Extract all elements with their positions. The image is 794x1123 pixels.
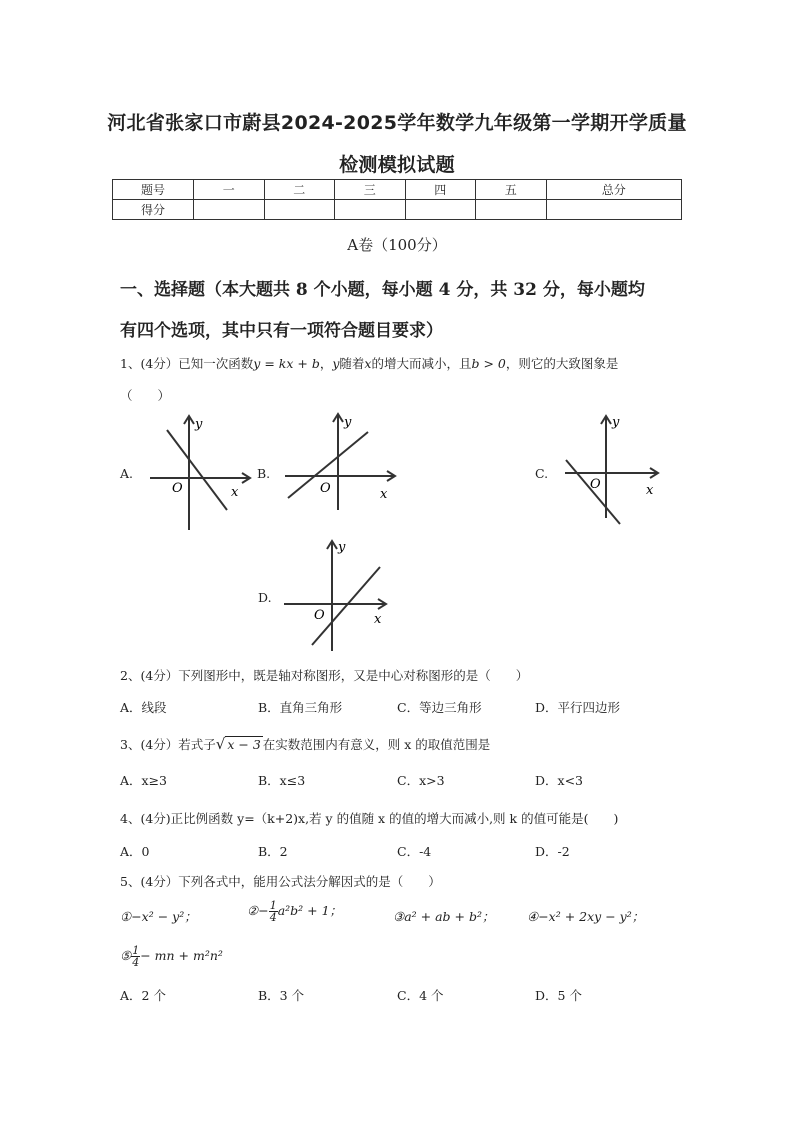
score-header-cell: 五 [476,180,547,200]
q5-item-1: ①−x² − y²； [120,909,197,924]
q3-option-d[interactable]: D．x<3 [535,773,583,788]
x-axis-label: x [231,485,239,500]
function-line [167,430,227,510]
page-title-line1: 河北省张家口市蔚县2024-2025学年数学九年级第一学期开学质量 [107,112,687,134]
score-input-cell[interactable] [405,200,476,220]
q1-graph-c[interactable] [560,410,670,530]
q3-text: 3、(4分）若式子 [120,737,216,752]
q4-option-b[interactable]: B．2 [258,844,288,859]
q2-option-a[interactable]: A．线段 [120,700,167,715]
q1-option-a-label[interactable]: A. [120,466,134,481]
score-header-cell: 总分 [546,180,682,200]
q4-option-c[interactable]: C．-4 [397,844,432,859]
fraction-denominator: 4 [269,911,277,924]
y-axis-label: y [344,415,352,430]
origin-label: O [590,477,601,492]
section1-heading-line1: 一、选择题（本大题共 8 个小题，每小题 4 分，共 32 分，每小题均 [120,280,645,300]
x-axis-label: x [374,612,382,627]
q5-item-2-suffix: a²b² + 1； [277,903,343,918]
x-axis-label: x [646,483,654,498]
x-axis-label: x [380,487,388,502]
q5-item-3: ③a² + ab + b²； [393,909,495,924]
q1-text: 1、(4分）已知一次函数 [120,356,254,371]
q1-option-c-label[interactable]: C. [535,466,549,481]
function-line [566,460,620,524]
fraction-numerator: 1 [269,899,277,912]
fraction [269,900,278,923]
y-axis-label: y [195,417,203,432]
sqrt-sign: √ [215,735,226,753]
q1-text: ， [319,356,333,371]
score-header-cell: 二 [264,180,335,200]
score-header-cell: 一 [194,180,265,200]
q3-option-c[interactable]: C．x>3 [397,773,445,788]
fraction [131,945,140,968]
q5-option-b[interactable]: B．3 个 [258,988,305,1003]
q3-radicand: x − 3 [227,737,261,752]
q1-var: y [332,356,340,371]
section1-heading-line2: 有四个选项，其中只有一项符合题目要求） [120,321,443,341]
question-1-stem [120,354,618,372]
q4-option-a[interactable]: A．0 [120,844,150,859]
score-input-cell[interactable] [335,200,406,220]
q5-item-2 [247,900,342,923]
y-axis-label: y [338,540,346,555]
q3-option-b[interactable]: B．x≤3 [258,773,306,788]
q1-var: x [364,356,372,371]
score-header-cell: 三 [335,180,406,200]
score-input-cell[interactable] [264,200,335,220]
q1-graph-a[interactable] [145,410,255,535]
question-4-stem: 4、(4分)正比例函数 y=（k+2)x,若 y 的值随 x 的值的增大而减小,则 k 的值可能是( ) [120,811,619,826]
question-2-stem: 2、(4分）下列图形中，既是轴对称图形，又是中心对称图形的是（ ） [120,668,529,683]
q1-text: 随着 [339,356,365,371]
q5-option-c[interactable]: C．4 个 [397,988,444,1003]
q1-text: ，则它的大致图象是 [505,356,619,371]
q5-option-d[interactable]: D．5 个 [535,988,582,1003]
score-input-cell[interactable] [476,200,547,220]
q1-formula: y = kx + b [253,356,320,371]
score-table [112,179,682,220]
question-3-stem [120,735,490,753]
q1-text: 的增大而减小，且 [371,356,472,371]
q5-item-5 [120,945,223,968]
q1-graph-d[interactable] [282,535,392,655]
q5-item-2-prefix: ②− [247,903,269,918]
q5-option-a[interactable]: A．2 个 [120,988,166,1003]
score-header-cell: 题号 [113,180,194,200]
q2-option-c[interactable]: C．等边三角形 [397,700,482,715]
q2-option-d[interactable]: D．平行四边形 [535,700,621,715]
q5-item-4: ④−x² + 2xy − y²； [527,909,645,924]
q4-option-d[interactable]: D．-2 [535,844,570,859]
fraction-denominator: 4 [132,956,140,969]
page-title-line2: 检测模拟试题 [339,154,455,176]
origin-label: O [320,481,331,496]
q2-option-b[interactable]: B．直角三角形 [258,700,343,715]
score-row-label: 得分 [113,200,194,220]
y-axis-label: y [612,415,620,430]
q5-item-5-prefix: ⑤ [120,948,132,963]
q1-condition: b > 0 [471,356,506,371]
score-input-cell[interactable] [194,200,265,220]
origin-label: O [172,481,183,496]
score-table-header-row [113,180,682,200]
q1-answer-paren: （ ） [120,388,171,403]
q1-graph-b[interactable] [280,410,400,515]
score-input-cell[interactable] [546,200,682,220]
score-table-score-row [113,200,682,220]
q3-text: 在实数范围内有意义，则 x 的取值范围是 [262,737,491,752]
function-line [312,567,380,645]
q3-option-a[interactable]: A．x≥3 [120,773,168,788]
paper-label: A卷（100分） [347,236,447,254]
q1-option-d-label[interactable]: D. [258,590,272,605]
fraction-numerator: 1 [132,944,140,957]
q1-option-b-label[interactable]: B. [257,466,271,481]
origin-label: O [314,608,325,623]
q5-item-5-suffix: − mn + m²n² [140,948,223,963]
question-5-stem: 5、(4分）下列各式中，能用公式法分解因式的是（ ） [120,874,441,889]
score-header-cell: 四 [405,180,476,200]
